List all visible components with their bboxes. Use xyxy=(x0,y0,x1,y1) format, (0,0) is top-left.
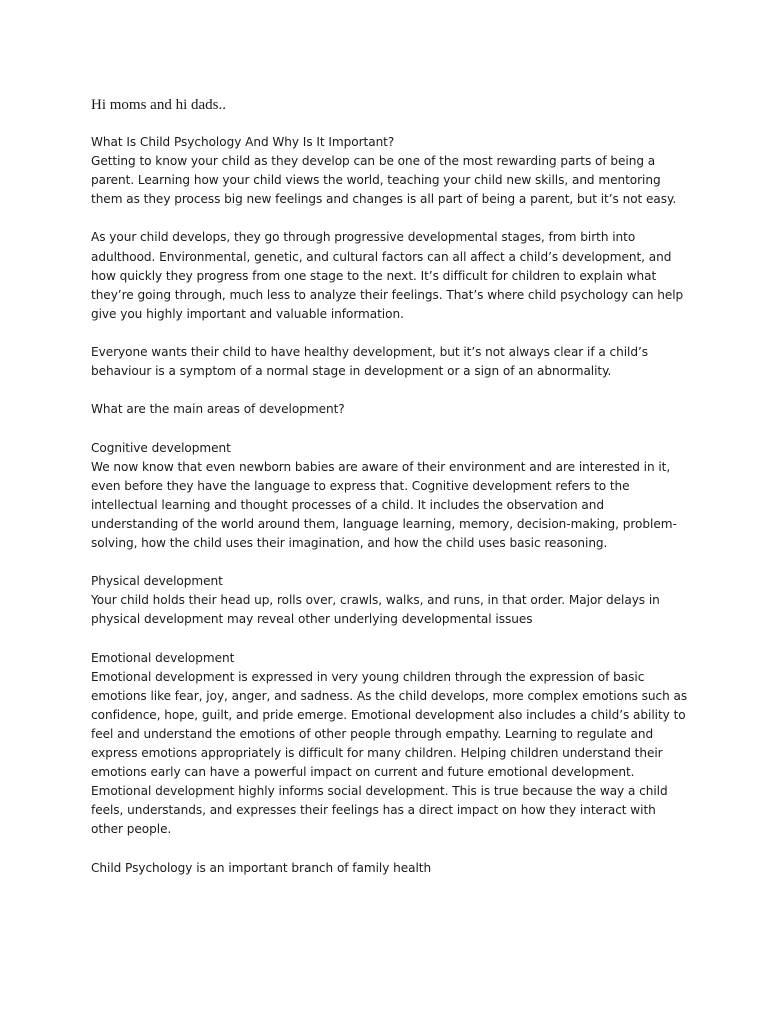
section-heading: Physical development xyxy=(91,574,223,589)
section-paragraph: As your child develops, they go through progressive developmental stages, from birth into adulthood. Environmental, genetic, and cultural factors can all affect a child’s development, and how quickly they progress from one stage to the next. It’s difficult for children to explain what they’re going through, much less to analyze their feelings. That’s where child psychology can help give you highly important and valuable information. xyxy=(91,230,684,321)
section-physical-development xyxy=(91,572,691,629)
section-heading: Child Psychology is an important branch of family health xyxy=(91,860,432,875)
section-heading: Cognitive development xyxy=(91,440,231,455)
section-family-health xyxy=(91,859,691,878)
section-emotional-development xyxy=(91,649,691,840)
section-paragraph: Your child holds their head up, rolls over, crawls, walks, and runs, in that order. Major delays in physical development may reveal other underlying developmental issues xyxy=(91,593,660,627)
greeting-line: Hi moms and hi dads.. xyxy=(91,97,226,113)
section-heading: What Is Child Psychology And Why Is It Important? xyxy=(91,135,395,149)
section-why-child-psychology xyxy=(91,133,691,209)
section-developmental-stages xyxy=(91,228,691,323)
section-main-areas xyxy=(91,400,691,419)
section-healthy-development xyxy=(91,343,691,381)
section-heading: Emotional development xyxy=(91,650,235,665)
section-paragraph: Emotional development is expressed in very young children through the expression of basic emotions like fear, joy, anger, and sadness. As the child develops, more complex emotions such as confidence, hope, guilt, and pride emerge. Emotional development also includes a child’s ability to feel and understand the emotions of other people through empathy. Learning to regulate and express emotions appropriately is difficult for many children. Helping children understand their emotions early can have a powerful impact on current and future emotional development. Emotional development highly informs social development. This is true because the way a child feels, understands, and expresses their feelings has a direct impact on how they interact with other people. xyxy=(91,669,688,837)
document-body xyxy=(91,133,691,878)
section-paragraph: We now know that even newborn babies are aware of their environment and are interested in it, even before they have the language to express that. Cognitive development refers to the intellectual learning and thought processes of a child. It includes the observation and understanding of the world around them, language learning, memory, decision-making, problem-solving, how the child uses their imagination, and how the child uses basic reasoning. xyxy=(91,459,677,550)
section-heading: What are the main areas of development? xyxy=(91,402,345,417)
document-page xyxy=(91,96,691,897)
section-cognitive-development xyxy=(91,439,691,554)
section-paragraph: Everyone wants their child to have healthy development, but it’s not always clear if a child’s behaviour is a symptom of a normal stage in development or a sign of an abnormality. xyxy=(91,345,648,379)
section-paragraph: Getting to know your child as they develop can be one of the most rewarding parts of being a parent. Learning how your child views the world, teaching your child new skills, and mentoring them as they process big new feelings and changes is all part of being a parent, but it’s not easy. xyxy=(91,154,677,207)
